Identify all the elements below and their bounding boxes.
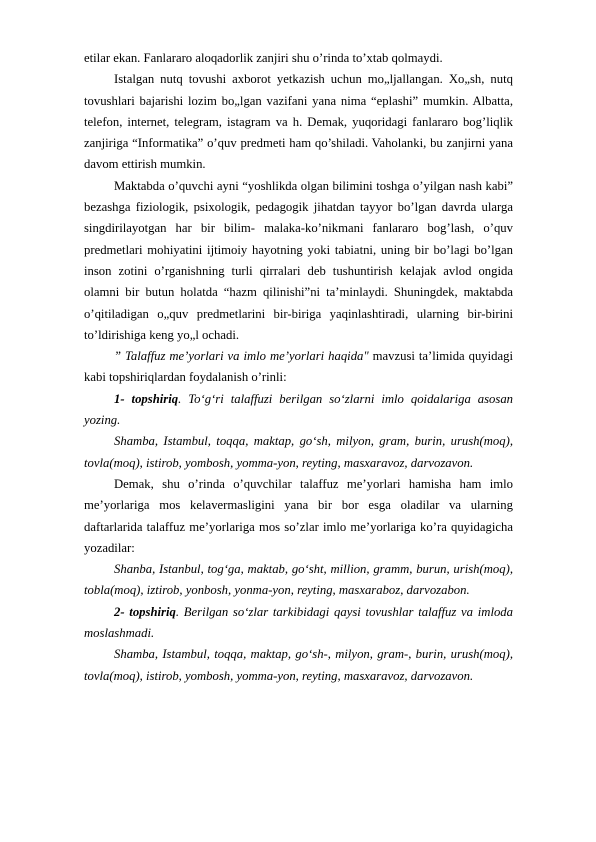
paragraph-intro: etilar ekan. Fanlararo aloqadorlik zanjiri shu o’rinda to’xtab qolmaydi. xyxy=(84,51,443,65)
task-2-label: 2- topshiriq xyxy=(114,604,176,619)
topic-title: ” Talaffuz me’yorlari va imlo me’yorlari haqida" xyxy=(114,349,369,364)
task-1-instruction: . To‘g‘ri talaffuzi berilgan so‘zlarni imlo qoidalariga asosan yozing. xyxy=(84,391,514,428)
paragraph-conclusion: Demak, shu o’rinda o’quvchilar talaffuz me’yorlari hamisha ham imlo me’yorlariga mos kelavermasligini yana bir bor esga oladilar va ularning daftarlarida talaffuz me’yorlariga mos so’zlar imlo me’yorlariga ko’ra quyidagicha yozadilar: xyxy=(84,476,513,555)
paragraph-topic-intro xyxy=(84,346,513,389)
task-1-label: 1- topshiriq xyxy=(114,391,179,406)
corrected-words: Shanba, Istanbul, tog‘ga, maktab, go‘sht, million, gramm, burun, urish(moq), tobla(moq), iztirob, yonbosh, yonma-yon, reyting, masxaraboz, darvozabon. xyxy=(84,562,513,598)
task-1 xyxy=(84,389,513,432)
document-page xyxy=(84,48,513,687)
task-2-instruction: . Berilgan so‘zlar tarkibidagi qaysi tovushlar talaffuz va imloda moslashmadi. xyxy=(84,604,513,641)
paragraph-speech-sounds: Istalgan nutq tovushi axborot yetkazish uchun mo„ljallangan. Xo„sh, nutq tovushlari bajarishi lozim bo„lgan vazifani yana nima “eplashi” mumkin. Albatta, telefon, internet, telegram, istagram va h. Demak, yuqoridagi fanlararo bog’liqlik zanjiriga “Informatika” o’quv predmeti ham qo’shiladi. Vaholanki, bu zanjirni yana davom ettirish mumkin. xyxy=(84,72,513,172)
task-2 xyxy=(84,602,513,645)
paragraph-school-knowledge: Maktabda o’quvchi ayni “yoshlikda olgan bilimini toshga o’yilgan nash kabi” bezashga fiziologik, psixologik, pedagogik jihatdan tayyor bo’lgan davrda ularga singdirilayotgan har bir bilim- malaka-ko’nikmani fanlararo bog’lash, o’quv predmetlari mohiyatini ijtimoiy hayotning yoki tabiatni, uning bir bo’lagi bo’lgan inson zotini o’rganishning turli qirralari deb tushuntirish kelajak avlod ongida olamni bir butun holatda “hazm qilinishi”ni ta’minlaydi. Shuningdek, maktabda o’qitiladigan o„quv predmetlarini bir-biriga yaqinlashtiradi, ularning bir-birini to’ldirishiga keng yo„l ochadi. xyxy=(84,178,513,342)
task-2-words: Shamba, Istambul, toqqa, maktap, go‘sh-, milyon, gram-, burin, urush(moq), tovla(moq), istirob, yombosh, yomma-yon, reyting, masxaravoz, darvozavon. xyxy=(84,647,513,683)
task-1-words: Shamba, Istambul, toqqa, maktap, go‘sh, milyon, gram, burin, urush(moq), tovla(moq), istirob, yombosh, yomma-yon, reyting, masxaravoz, darvozavon. xyxy=(84,434,513,470)
topic-description: mavzusi ta’limida quyidagi kabi topshiriqlardan foydalanish o’rinli: xyxy=(84,349,513,385)
